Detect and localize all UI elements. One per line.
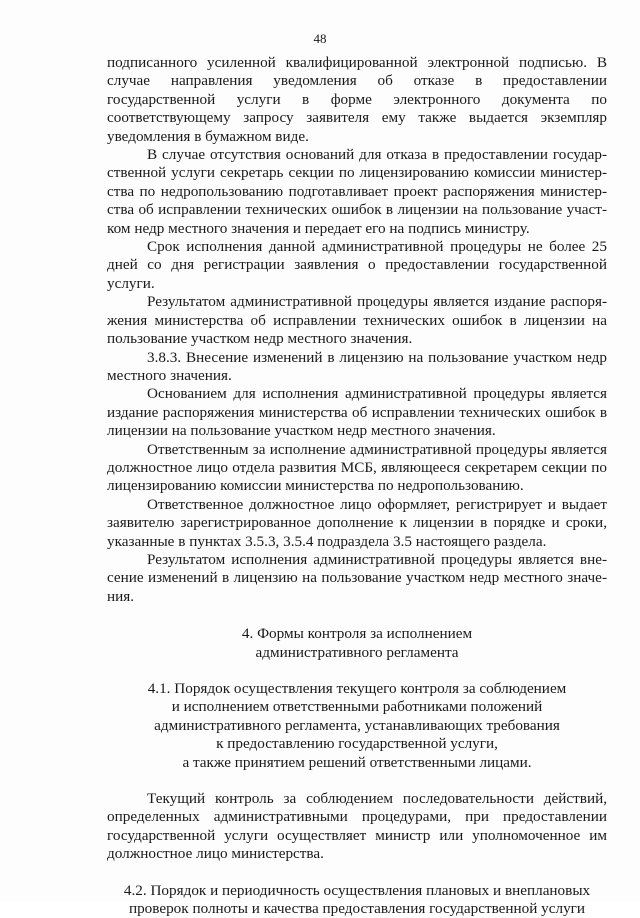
paragraph-item-3-8-3: 3.8.3. Внесение изменений в лицензию на пользование участком недр местного значения.	[107, 348, 607, 384]
paragraph-result-order: Результатом административной процедуры является издание распоряжения министерства об исправлении технических ошибок в лицензии на пользование участком недр местного значения.	[107, 293, 607, 348]
page-number: 48	[313, 31, 327, 46]
section-4-heading-line-2: административного регламента	[255, 643, 459, 661]
subsection-4-2-heading-line-2: проверок полноты и качества предоставления государственной услуги	[128, 900, 586, 918]
section-4-heading-line-1: 4. Формы контроля за исполнением	[241, 625, 473, 643]
paragraph-signature: подписанного усиленной квалифицированной электронной подписью. В случае направления уведомления об отказе в предоставлении государственной услуги в форме электронного документа по соответствующему запросу заявителя ему также выдается экземпляр уведомления в бумажном виде.	[107, 54, 607, 145]
paragraph-no-grounds: В случае отсутствия оснований для отказа в предоставлении государственной услуги секретарь секции по лицензированию комиссии министерства по недропользованию подготавливает проект распоряжения министерства об исправлении технических ошибок в лицензии на пользование участком недр местного значения и передает его на подпись министру.	[107, 146, 607, 237]
subsection-4-1-heading-line-2: и исполнением ответственными работниками положений	[171, 698, 543, 716]
subsection-4-1-heading-line-3: административного регламента, устанавливающих требования	[154, 716, 560, 734]
subsection-4-2-heading-line-1: 4.2. Порядок и периодичность осуществления плановых и внеплановых	[123, 881, 591, 899]
document-body	[107, 54, 607, 918]
subsection-4-1-heading-line-4: к предоставлению государственной услуги,	[216, 735, 498, 753]
subsection-4-1-heading-line-1: 4.1. Порядок осуществления текущего контроля за соблюдением	[147, 680, 567, 697]
subsection-4-1-heading-line-5: а также принятием решений ответственными лицами.	[182, 753, 532, 771]
paragraph-current-control: Текущий контроль за соблюдением последовательности действий, определенных административными процедурами, при предоставлении государственной услуги осуществляет министр или уполномоченное им должностное лицо министерства.	[107, 790, 607, 863]
paragraph-result-changes: Результатом исполнения административной процедуры является внесение изменений в лицензию на пользование участком недр местного значения.	[107, 550, 607, 605]
paragraph-basis: Основанием для исполнения административной процедуры является издание распоряжения министерства об исправлении технических ошибок в лицензии на пользование участком недр местного значения.	[107, 385, 607, 440]
paragraph-responsible: Ответственным за исполнение административной процедуры является должностное лицо отдела развития МСБ, являющееся секретарем секции по лицензированию комиссии министерства по недропользованию.	[107, 440, 607, 495]
paragraph-official-actions: Ответственное должностное лицо оформляет, регистрирует и выдает заявителю зарегистрированное дополнение к лицензии в порядке и сроки, указанные в пунктах 3.5.3, 3.5.4 подраздела 3.5 настоящего раздела.	[107, 495, 607, 550]
paragraph-deadline: Срок исполнения данной административной процедуры не более 25 дней со дня регистрации заявления о предоставлении государственной услуги.	[107, 238, 607, 292]
